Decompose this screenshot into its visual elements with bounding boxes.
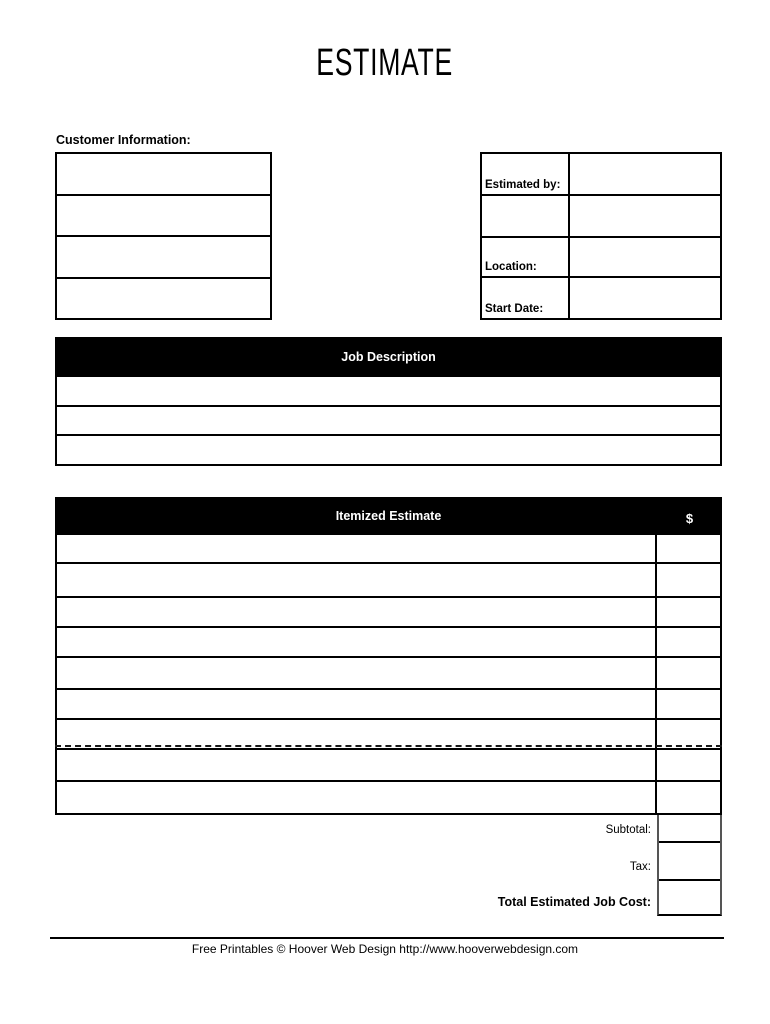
item-amount-cell[interactable]	[657, 628, 720, 656]
item-amount-cell[interactable]	[657, 658, 720, 688]
estimator-blank-field[interactable]	[570, 196, 720, 238]
item-description-cell[interactable]	[57, 658, 657, 688]
itemized-estimate-header-bar	[55, 497, 722, 535]
customer-info-row-4[interactable]	[57, 279, 270, 319]
tax-label: Tax:	[629, 861, 651, 873]
subtotal-value-cell[interactable]	[659, 815, 720, 843]
item-row	[57, 690, 720, 720]
estimated-by-field[interactable]	[570, 154, 720, 196]
item-description-cell[interactable]	[57, 720, 657, 748]
footer-credit: Free Printables © Hoover Web Design http://www.hooverwebdesign.com	[191, 942, 579, 956]
job-description-line-1[interactable]	[57, 377, 720, 407]
customer-info-row-1[interactable]	[57, 154, 270, 196]
item-row	[57, 658, 720, 690]
item-description-cell[interactable]	[57, 535, 657, 562]
item-amount-cell[interactable]	[657, 535, 720, 562]
page-title: ESTIMATE	[316, 42, 454, 84]
itemized-estimate-header-text: Itemized Estimate	[335, 509, 442, 523]
estimator-table	[480, 152, 722, 320]
item-row	[57, 535, 720, 564]
job-description-header-text: Job Description	[341, 350, 436, 364]
item-description-cell[interactable]	[57, 690, 657, 718]
location-label: Location:	[482, 238, 570, 278]
item-row	[57, 628, 720, 658]
item-amount-cell[interactable]	[657, 690, 720, 718]
item-description-cell[interactable]	[57, 750, 657, 780]
customer-info-row-2[interactable]	[57, 196, 270, 238]
item-amount-cell[interactable]	[657, 598, 720, 626]
itemized-table-body	[55, 535, 722, 815]
customer-info-row-3[interactable]	[57, 237, 270, 279]
totals-box	[657, 815, 722, 916]
item-row	[57, 750, 720, 782]
total-value-cell[interactable]	[659, 881, 720, 914]
footer-divider	[50, 937, 724, 939]
start-date-field[interactable]	[570, 278, 720, 318]
item-amount-cell[interactable]	[657, 564, 720, 596]
job-description-header-bar	[55, 337, 722, 377]
customer-info-box	[55, 152, 272, 320]
item-amount-cell[interactable]	[657, 720, 720, 748]
item-description-cell[interactable]	[57, 782, 657, 813]
estimator-blank-label-cell	[482, 196, 570, 238]
amount-column-header: $	[685, 510, 694, 526]
item-row	[57, 782, 720, 813]
job-description-table	[55, 377, 722, 466]
job-description-line-2[interactable]	[57, 407, 720, 437]
item-amount-cell[interactable]	[657, 750, 720, 780]
estimated-by-label: Estimated by:	[482, 154, 570, 196]
subtotal-label: Subtotal:	[605, 824, 651, 836]
page-title-wrap	[0, 44, 770, 82]
location-field[interactable]	[570, 238, 720, 278]
tax-value-cell[interactable]	[659, 843, 720, 881]
item-description-cell[interactable]	[57, 628, 657, 656]
item-row	[57, 598, 720, 628]
start-date-label: Start Date:	[482, 278, 570, 318]
job-description-line-3[interactable]	[57, 436, 720, 464]
customer-information-label: Customer Information:	[56, 133, 191, 147]
item-amount-cell[interactable]	[657, 782, 720, 813]
item-row	[57, 564, 720, 598]
item-description-cell[interactable]	[57, 564, 657, 596]
total-estimated-job-cost-label: Total Estimated Job Cost:	[497, 895, 651, 909]
item-description-cell[interactable]	[57, 598, 657, 626]
item-row	[57, 720, 720, 750]
